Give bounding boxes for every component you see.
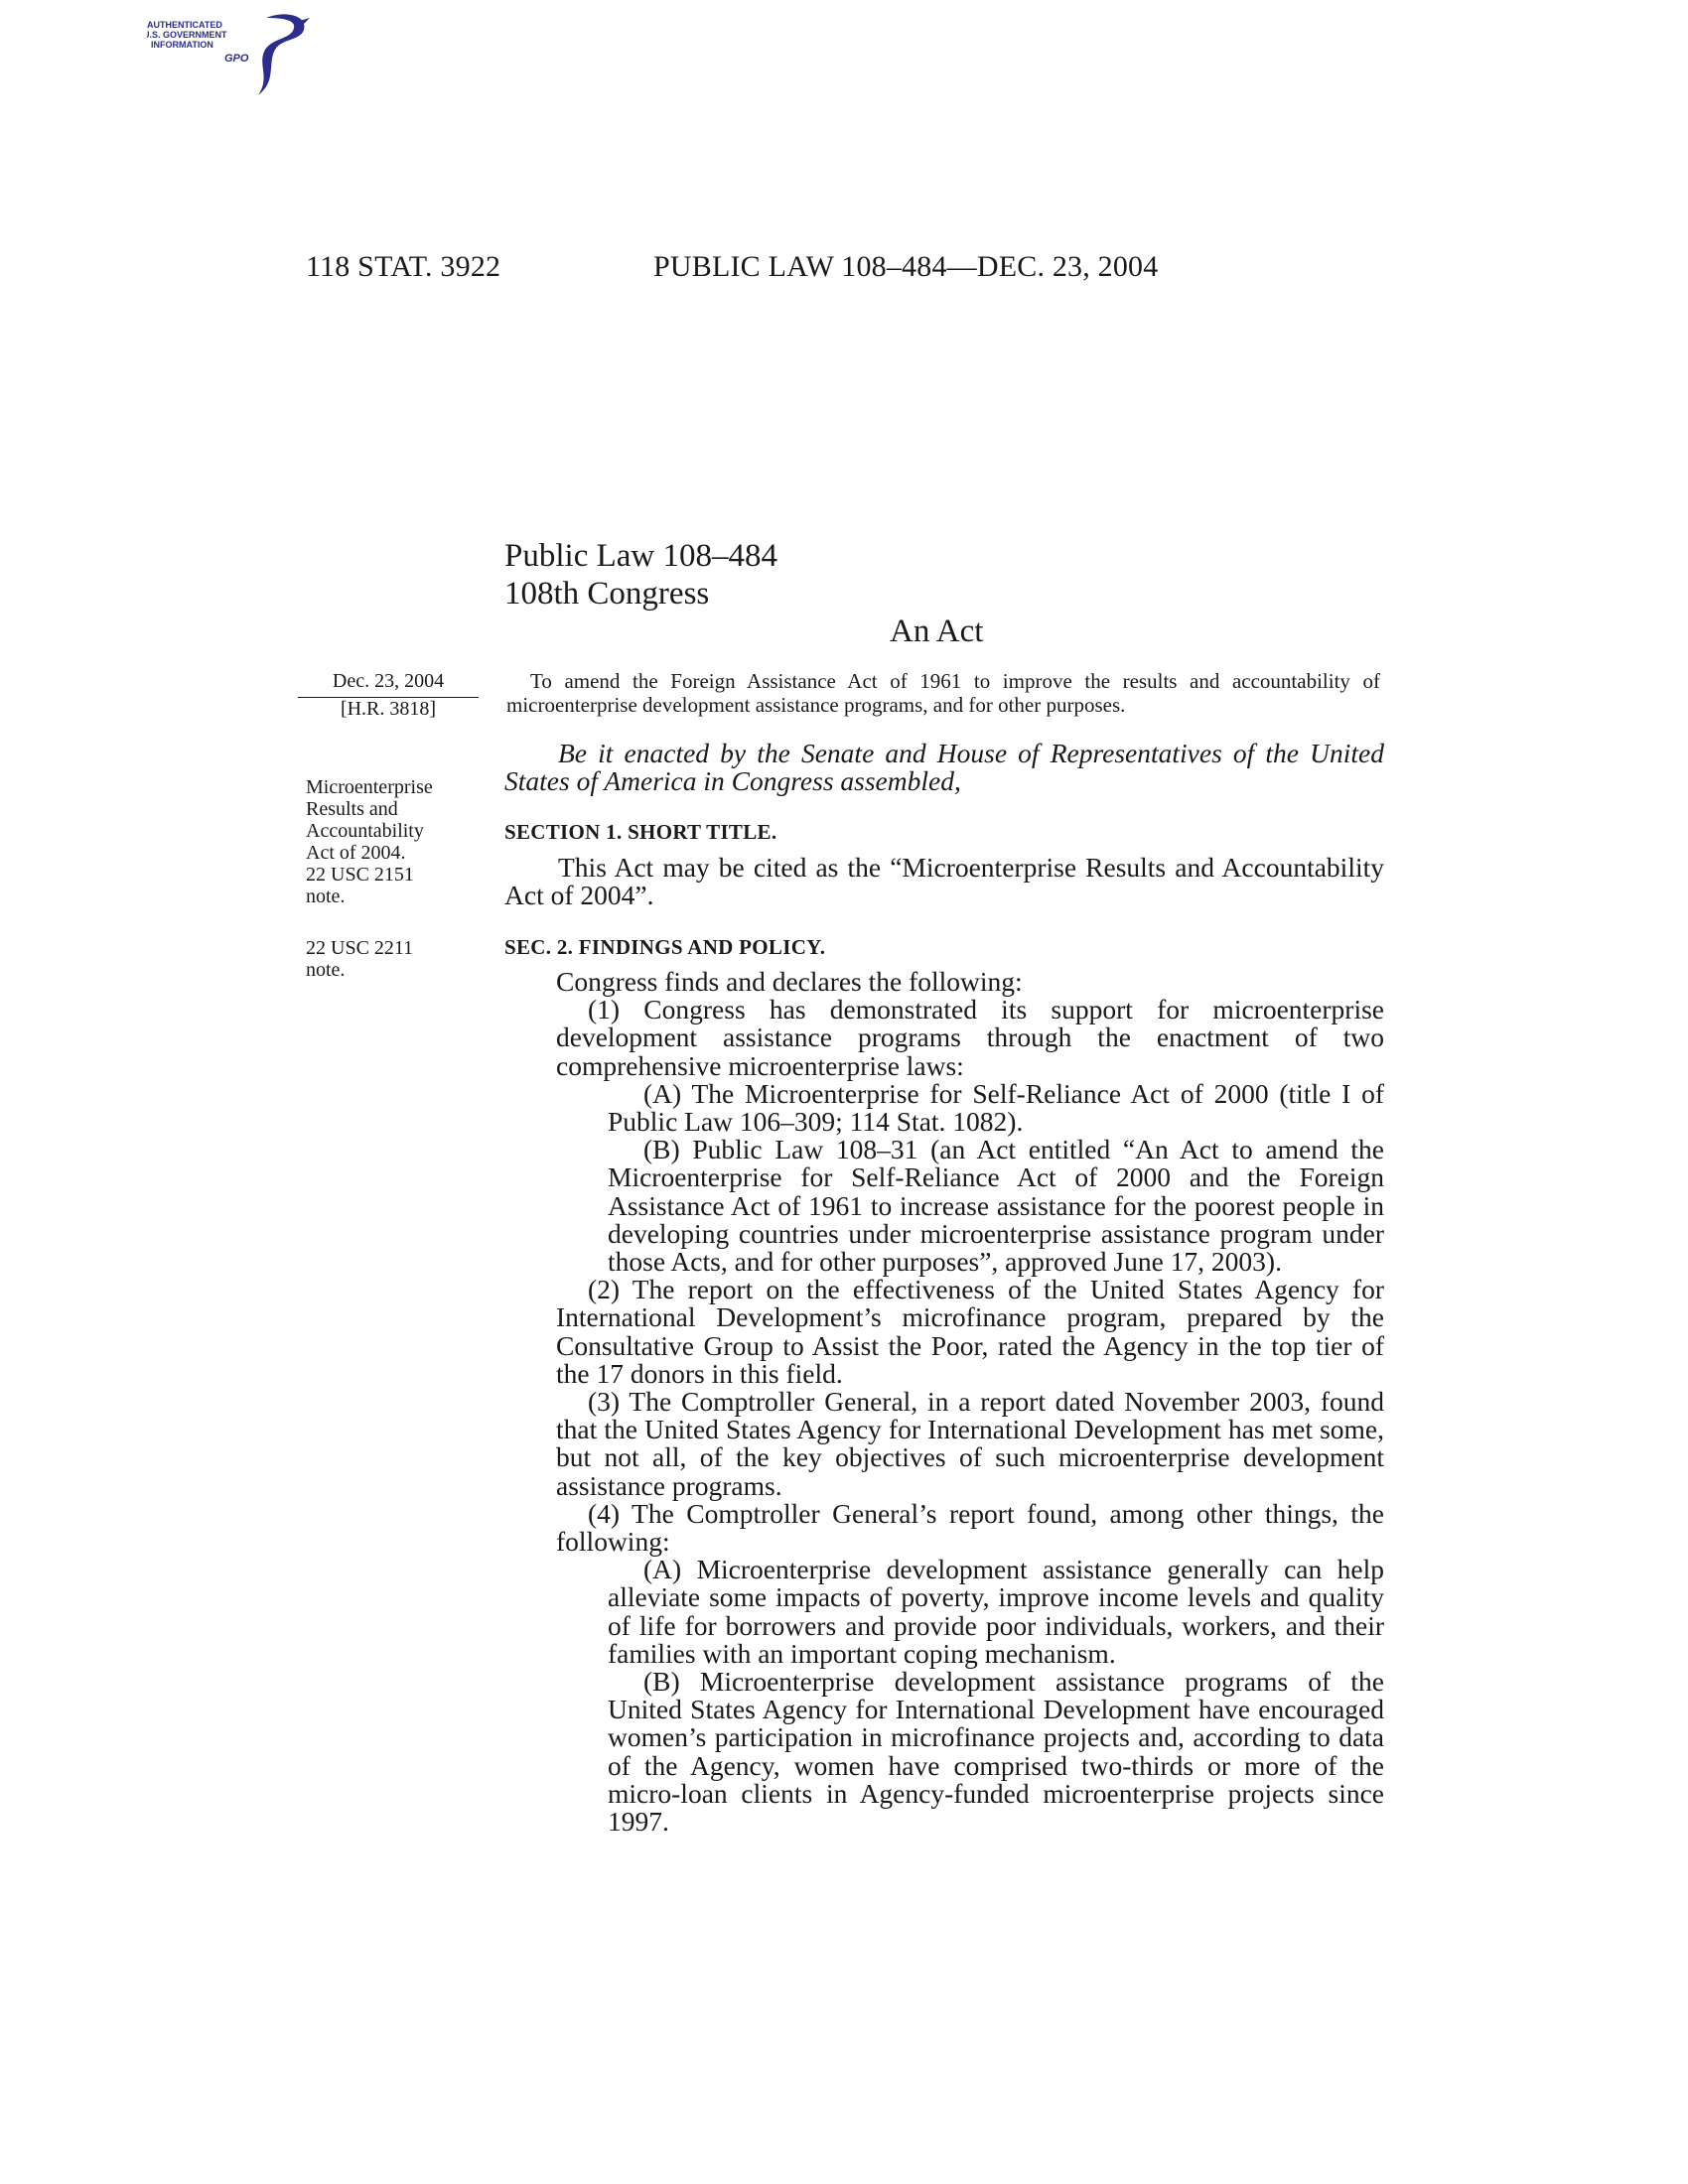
finding-2: (2) The report on the effectiveness of the United States Agency for International Development’s microfinance program, prepared by the Consultative Group to Assist the Poor, rated the Agency in the top tier of the 17 donors in this field. [556,1274,1384,1389]
act-purpose: To amend the Foreign Assistance Act of 1961 to improve the results and accountability of microenterprise development assistance programs, and for other purposes. [506,669,1380,717]
running-header: PUBLIC LAW 108–484—DEC. 23, 2004 [653,250,1159,283]
finding-1: (1) Congress has demonstrated its support for microenterprise development assistance programs through the enactment of two comprehensive microenterprise laws: [556,994,1384,1081]
congress-title: 108th Congress [504,576,710,612]
margin-date: Dec. 23, 2004 [298,670,479,698]
section-2-intro: Congress finds and declares the following: [556,966,1023,997]
section-2-body [556,968,1384,1836]
seal-line-1: AUTHENTICATED [147,20,222,30]
finding-1-b: (B) Public Law 108–31 (an Act entitled “An Act to amend the Microenterprise for Self-Reliance Act of 2000 and the Foreign Assistance Act of 1961 to increase assistance for the poorest people in developing countries under microenterprise assistance program under those Acts, and for other purposes”, approved June 17, 2003). [608,1134,1384,1278]
finding-4-a: (A) Microenterprise development assistance generally can help alleviate some impacts of poverty, improve income levels and quality of life for borrowers and provide poor individuals, workers, and their families with an important coping mechanism. [608,1554,1384,1669]
section-1-text: This Act may be cited as the “Microenterprise Results and Accountability Act of 2004”. [504,852,1384,911]
finding-4-b: (B) Microenterprise development assistance programs of the United States Agency for International Development have encouraged women’s participation in microfinance projects and, according to data of the Agency, women have comprised two-thirds or more of the micro-loan clients in Agency-funded microenterprise projects since 1997. [608,1666,1384,1838]
section-2-heading: SEC. 2. FINDINGS AND POLICY. [504,935,826,959]
act-heading: An Act [890,614,984,649]
seal-line-2: U.S. GOVERNMENT [147,30,227,40]
section-1-heading: SECTION 1. SHORT TITLE. [504,820,777,844]
finding-3: (3) The Comptroller General, in a report dated November 2003, found that the United States Agency for International Development has met some, but not all, of the key objectives of such microenterprise development assistance programs. [556,1386,1384,1501]
statute-citation: 118 STAT. 3922 [306,250,501,283]
law-title: Public Law 108–484 [504,538,777,574]
seal-line-3: INFORMATION [151,40,213,50]
gpo-seal [147,12,326,101]
finding-4: (4) The Comptroller General’s report found, among other things, the following: [556,1497,1384,1558]
margin-short-title-note: Microenterprise Results and Accountability Act of 2004. 22 USC 2151 note. [306,776,433,907]
seal-gpo: GPO [224,53,249,65]
margin-usc-note: 22 USC 2211 note. [306,937,414,981]
enacting-clause: Be it enacted by the Senate and House of Representatives of the United States of America in Congress assembled, [504,738,1384,796]
margin-bill-number: [H.R. 3818] [340,698,437,720]
gpo-eagle-icon [147,12,326,101]
finding-1-a: (A) The Microenterprise for Self-Reliance Act of 2000 (title I of Public Law 106–309; 114 Stat. 1082). [608,1077,1384,1138]
